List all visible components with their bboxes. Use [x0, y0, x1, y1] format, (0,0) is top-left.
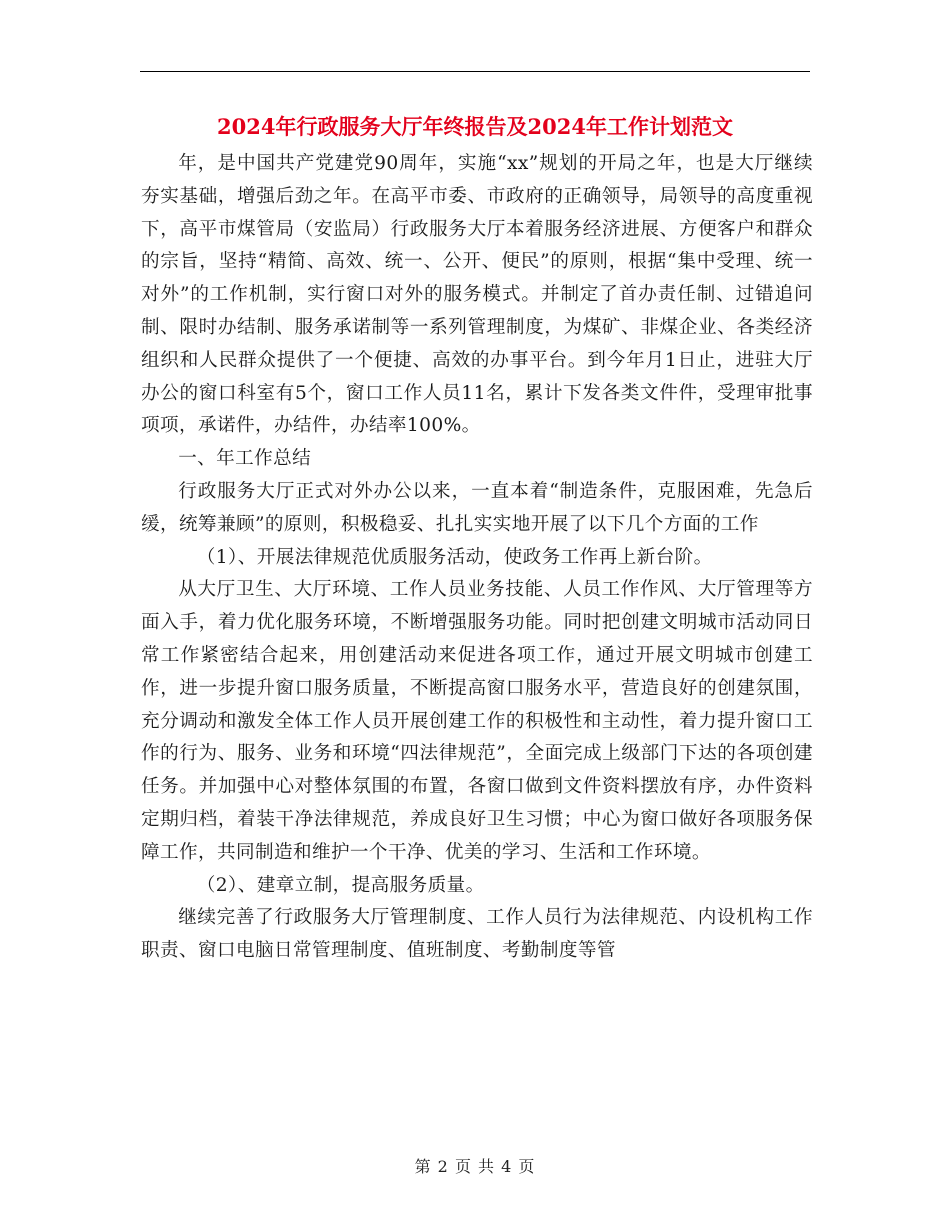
- body-paragraph: 年，是中国共产党建党90周年，实施“xx”规划的开局之年，也是大厅继续夯实基础，增强后劲之年。在高平市委、市政府的正确领导，局领导的高度重视下，高平市煤管局（安监局）行政服务大厅本着服务经济进展、方便客户和群众的宗旨，坚持“精简、高效、统一、公开、便民”的原则，根据“集中受理、统一对外”的工作机制，实行窗口对外的服务模式。并制定了首办责任制、过错追问制、限时办结制、服务承诺制等一系列管理制度，为煤矿、非煤企业、各类经济组织和人民群众提供了一个便捷、高效的办事平台。到今年月1日止，进驻大厅办公的窗口科室有5个，窗口工作人员11名，累计下发各类文件件，受理审批事项项，承诺件，办结件，办结率100%。: [141, 153, 813, 437]
- page-footer: 第 2 页 共 4 页: [414, 1157, 536, 1176]
- body-paragraph: 继续完善了行政服务大厅管理制度、工作人员行为法律规范、内设机构工作职责、窗口电脑日常管理制度、值班制度、考勤制度等管: [141, 907, 813, 962]
- subsection-heading: （1）、开展法律规范优质服务活动，使政务工作再上新台阶。: [196, 546, 713, 568]
- document-title: 2024年行政服务大厅年终报告及2024年工作计划范文: [217, 114, 733, 139]
- subsection-heading: （2）、建章立制，提高服务质量。: [196, 874, 485, 896]
- section-heading: 一、年工作总结: [178, 448, 312, 470]
- document-body: [141, 148, 813, 968]
- body-paragraph: 从大厅卫生、大厅环境、工作人员业务技能、人员工作作风、大厅管理等方面入手，着力优化服务环境，不断增强服务功能。同时把创建文明城市活动同日常工作紧密结合起来，用创建活动来促进各项工作，通过开展文明城市创建工作，进一步提升窗口服务质量，不断提高窗口服务水平，营造良好的创建氛围，充分调动和激发全体工作人员开展创建工作的积极性和主动性，着力提升窗口工作的行为、服务、业务和环境“四法律规范”，全面完成上级部门下达的各项创建任务。并加强中心对整体氛围的布置，各窗口做到文件资料摆放有序，办件资料定期归档，着装干净法律规范，养成良好卫生习惯；中心为窗口做好各项服务保障工作，共同制造和维护一个干净、优美的学习、生活和工作环境。: [141, 579, 813, 863]
- body-paragraph: 行政服务大厅正式对外办公以来，一直本着“制造条件，克服困难，先急后缓，统筹兼顾”的原则，积极稳妥、扎扎实实地开展了以下几个方面的工作: [141, 480, 813, 535]
- header-rule: [140, 71, 810, 72]
